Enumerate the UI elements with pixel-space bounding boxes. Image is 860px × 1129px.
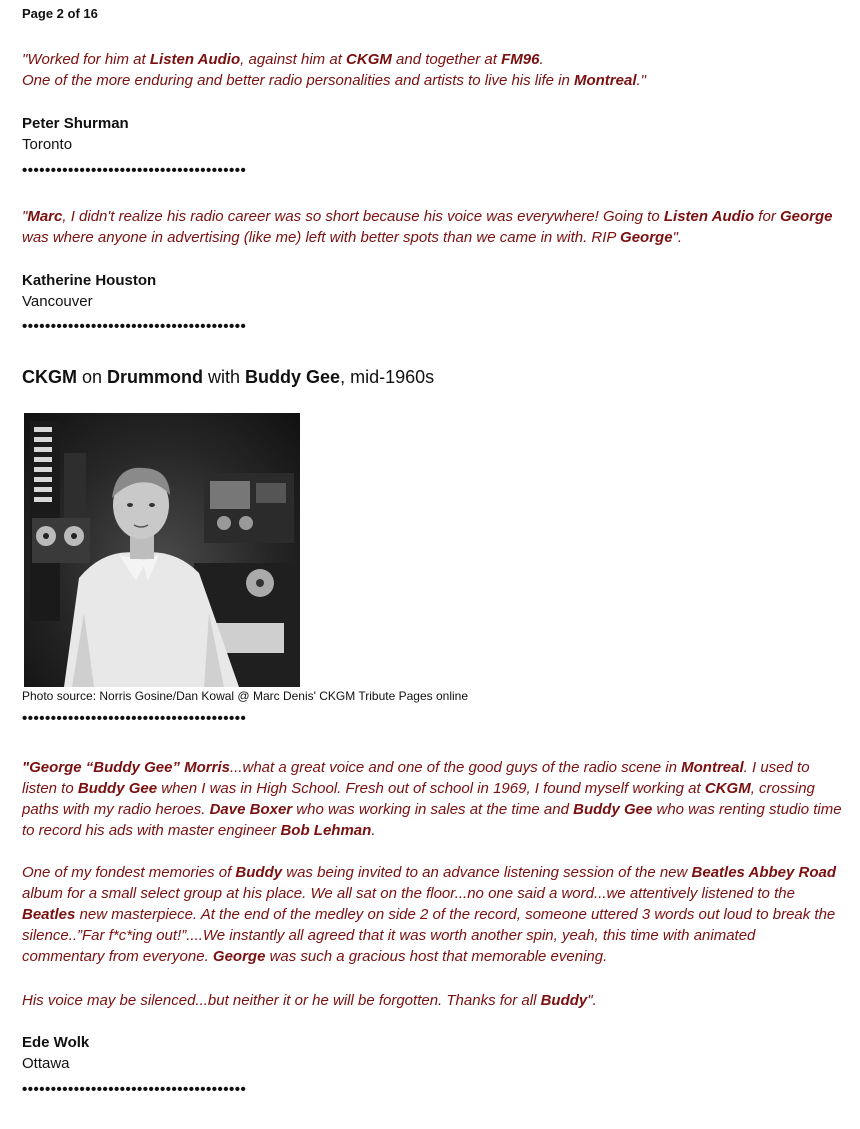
emphasis: Buddy Gee xyxy=(245,367,341,387)
emphasis: Buddy Gee xyxy=(573,801,653,818)
author-name: Katherine Houston xyxy=(22,272,157,289)
separator: ••••••••••••••••••••••••••••••••••••••• xyxy=(22,318,247,335)
emphasis: Montreal xyxy=(573,72,637,89)
emphasis: "George “Buddy Gee” Morris xyxy=(22,759,230,776)
emphasis: Beatles Abbey Road xyxy=(691,864,837,881)
testimonial-paragraph: His voice may be silenced...but neither it or he will be forgotten. Thanks for all Buddy". xyxy=(22,992,597,1009)
emphasis: Buddy Gee xyxy=(77,780,158,797)
emphasis: CKGM xyxy=(704,780,751,797)
emphasis: Buddy xyxy=(540,992,588,1009)
emphasis: Bob Lehman xyxy=(280,822,372,839)
photo-illustration xyxy=(24,413,300,687)
emphasis: Beatles xyxy=(22,906,76,923)
photo-caption: Photo source: Norris Gosine/Dan Kowal @ Marc Denis' CKGM Tribute Pages online xyxy=(22,689,468,703)
author-name: Peter Shurman xyxy=(22,115,129,132)
emphasis: CKGM xyxy=(22,367,77,387)
emphasis: Marc xyxy=(27,208,63,225)
author-city: Vancouver xyxy=(22,293,93,310)
emphasis: George xyxy=(212,948,266,965)
emphasis: George xyxy=(779,208,833,225)
emphasis: Drummond xyxy=(107,367,204,387)
emphasis: Montreal xyxy=(681,759,744,776)
historic-photo xyxy=(24,413,300,687)
emphasis: CKGM xyxy=(346,51,392,68)
emphasis: Buddy xyxy=(235,864,283,881)
emphasis: Dave Boxer xyxy=(209,801,293,818)
section-title: CKGM on Drummond with Buddy Gee, mid-1960s xyxy=(22,367,435,387)
separator: ••••••••••••••••••••••••••••••••••••••• xyxy=(22,710,247,727)
author-name: Ede Wolk xyxy=(22,1034,90,1051)
separator: ••••••••••••••••••••••••••••••••••••••• xyxy=(22,162,247,179)
testimonial-paragraph: "George “Buddy Gee” Morris...what a great voice and one of the good guys of the radio scene in Montreal. I used to listen to Buddy Gee when I was in High School. Fresh out of school in 1969, I found myself working at CKGM, crossing paths with my radio heroes. Dave Boxer who was working in sales at the time and Buddy Gee who was renting studio time to record his ads with master engineer Bob Lehman. xyxy=(22,759,842,839)
emphasis: Listen Audio xyxy=(663,208,755,225)
separator: ••••••••••••••••••••••••••••••••••••••• xyxy=(22,1081,247,1098)
testimonial-quote: "Marc, I didn't realize his radio career was so short because his voice was everywhere! Going to Listen Audio for George was where anyone in advertising (like me) left with better spots than we came in with. RIP George". xyxy=(22,208,833,246)
page-number: Page 2 of 16 xyxy=(22,6,98,21)
testimonial-quote: "Worked for him at Listen Audio, against him at CKGM and together at FM96. One of the more enduring and better radio personalities and artists to live his life in Montreal." xyxy=(22,51,646,89)
author-city: Toronto xyxy=(22,136,73,153)
author-city: Ottawa xyxy=(22,1055,70,1072)
emphasis: George xyxy=(620,229,673,246)
emphasis: FM96 xyxy=(501,51,540,68)
emphasis: Listen Audio xyxy=(149,51,241,68)
testimonial-paragraph: One of my fondest memories of Buddy was being invited to an advance listening session of the new Beatles Abbey Road album for a small select group at his place. We all sat on the floor...no one said a word...we attentively listened to the Beatles new masterpiece. At the end of the medley on side 2 of the record, someone uttered 3 words out loud to break the silence..”Far f*c*ing out!”....We instantly all agreed that it was worth another spin, yeah, this time with animated commentary from everyone. George was such a gracious host that memorable evening. xyxy=(22,864,837,965)
